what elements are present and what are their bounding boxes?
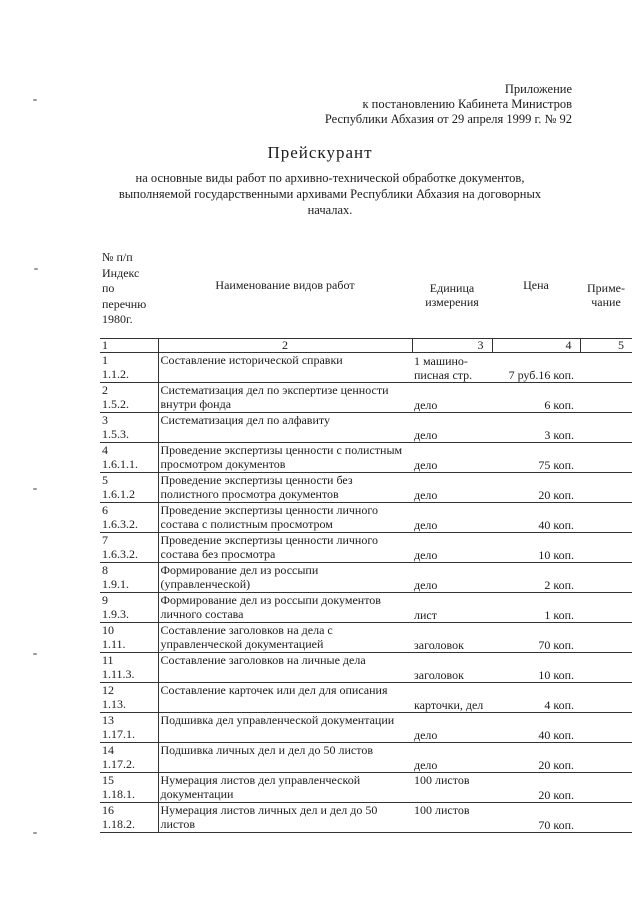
document-title: Прейскурант xyxy=(267,143,373,162)
table-row xyxy=(100,743,632,773)
row-index: 1.1.2. xyxy=(102,367,129,381)
row-number: 10 xyxy=(102,623,114,637)
approval-block xyxy=(325,82,572,127)
row-number-index xyxy=(100,353,158,383)
header-work-name: Наименование видов работ xyxy=(158,250,412,339)
row-price: 20 коп. xyxy=(492,473,580,503)
row-index: 1.6.1.2 xyxy=(102,487,135,501)
header-num-line: 1980г. xyxy=(102,312,133,326)
row-work-name: Систематизация дел по алфавиту xyxy=(158,413,412,443)
row-index: 1.11.3. xyxy=(102,667,135,681)
row-note xyxy=(580,383,632,413)
table-row xyxy=(100,533,632,563)
row-price: 1 коп. xyxy=(492,593,580,623)
column-number: 4 xyxy=(492,339,580,353)
row-note xyxy=(580,683,632,713)
header-unit xyxy=(412,250,492,339)
row-work-name: Подшивка личных дел и дел до 50 листов xyxy=(158,743,412,773)
row-number: 15 xyxy=(102,773,114,787)
row-number: 14 xyxy=(102,743,114,757)
header-unit-line: измерения xyxy=(425,295,479,309)
column-number: 2 xyxy=(158,339,412,353)
row-price: 20 коп. xyxy=(492,773,580,803)
header-num-line: по xyxy=(102,281,115,295)
row-number: 11 xyxy=(102,653,114,667)
row-note xyxy=(580,803,632,833)
row-number: 3 xyxy=(102,413,108,427)
row-unit: лист xyxy=(412,593,492,623)
header-price: Цена xyxy=(492,250,580,339)
row-number-index xyxy=(100,413,158,443)
row-index: 1.6.1.1. xyxy=(102,457,138,471)
price-table-body xyxy=(100,250,632,833)
row-unit: дело xyxy=(412,743,492,773)
table-row xyxy=(100,713,632,743)
scan-speck xyxy=(34,268,38,270)
row-index: 1.17.1. xyxy=(102,727,135,741)
row-price: 2 коп. xyxy=(492,563,580,593)
header-note-line: чание xyxy=(591,295,621,309)
header-note-line: Приме- xyxy=(586,281,625,295)
header-note xyxy=(580,250,632,339)
header-num-line: № п/п xyxy=(102,250,133,264)
row-price: 7 руб.16 коп. xyxy=(492,353,580,383)
row-work-name: Систематизация дел по экспертизе ценности внутри фонда xyxy=(158,383,412,413)
row-note xyxy=(580,503,632,533)
column-number: 1 xyxy=(100,339,158,353)
row-note xyxy=(580,653,632,683)
row-index: 1.11. xyxy=(102,637,126,651)
row-price: 70 коп. xyxy=(492,623,580,653)
row-unit: заголовок xyxy=(412,653,492,683)
row-unit: дело xyxy=(412,563,492,593)
header-num-line: перечню xyxy=(102,296,147,311)
row-note xyxy=(580,743,632,773)
row-price: 6 коп. xyxy=(492,383,580,413)
row-price: 10 коп. xyxy=(492,533,580,563)
table-row xyxy=(100,773,632,803)
row-unit: заголовок xyxy=(412,623,492,653)
row-work-name: Проведение экспертизы ценности с полистным просмотром документов xyxy=(158,443,412,473)
row-number-index xyxy=(100,563,158,593)
column-number: 3 xyxy=(412,339,492,353)
row-price: 4 коп. xyxy=(492,683,580,713)
table-row xyxy=(100,623,632,653)
row-number-index xyxy=(100,533,158,563)
row-unit: 100 листов xyxy=(412,773,492,803)
row-number-index xyxy=(100,803,158,833)
table-row xyxy=(100,683,632,713)
row-note xyxy=(580,533,632,563)
scan-speck xyxy=(33,99,37,101)
table-row xyxy=(100,383,632,413)
row-note xyxy=(580,473,632,503)
row-note xyxy=(580,623,632,653)
header-num-line: Индекс xyxy=(102,265,140,280)
row-price: 40 коп. xyxy=(492,503,580,533)
row-note xyxy=(580,443,632,473)
row-number-index xyxy=(100,773,158,803)
row-note xyxy=(580,413,632,443)
row-work-name: Составление заголовков на личные дела xyxy=(158,653,412,683)
row-price: 20 коп. xyxy=(492,743,580,773)
table-row xyxy=(100,443,632,473)
row-number-index xyxy=(100,653,158,683)
row-number: 4 xyxy=(102,443,108,457)
row-number-index xyxy=(100,683,158,713)
approval-line-1: Приложение xyxy=(504,82,572,96)
row-note xyxy=(580,563,632,593)
row-work-name: Формирование дел из россыпи документов личного состава xyxy=(158,593,412,623)
column-number: 5 xyxy=(580,339,632,353)
row-unit: 100 листов xyxy=(412,803,492,833)
row-number: 6 xyxy=(102,503,108,517)
row-unit: дело xyxy=(412,503,492,533)
row-index: 1.18.2. xyxy=(102,817,135,831)
row-number-index xyxy=(100,713,158,743)
row-index: 1.6.3.2. xyxy=(102,547,138,561)
row-index: 1.6.3.2. xyxy=(102,517,138,531)
row-work-name: Составление заголовков на дела с управленческой документацией xyxy=(158,623,412,653)
row-number-index xyxy=(100,743,158,773)
column-number-row xyxy=(100,339,632,353)
row-note xyxy=(580,593,632,623)
row-number-index xyxy=(100,593,158,623)
row-index: 1.13. xyxy=(102,697,126,711)
row-price: 70 коп. xyxy=(492,803,580,833)
row-note xyxy=(580,713,632,743)
row-index: 1.9.3. xyxy=(102,607,129,621)
row-work-name: Подшивка дел управленческой документации xyxy=(158,713,412,743)
table-row xyxy=(100,653,632,683)
row-index: 1.5.2. xyxy=(102,397,129,411)
row-number-index xyxy=(100,443,158,473)
table-row xyxy=(100,473,632,503)
table-row xyxy=(100,413,632,443)
table-row xyxy=(100,503,632,533)
row-number: 9 xyxy=(102,593,108,607)
table-row xyxy=(100,593,632,623)
row-work-name: Нумерация листов дел управленческой документации xyxy=(158,773,412,803)
row-work-name: Составление карточек или дел для описания xyxy=(158,683,412,713)
row-number: 13 xyxy=(102,713,114,727)
row-work-name: Нумерация листов личных дел и дел до 50 листов xyxy=(158,803,412,833)
table-row xyxy=(100,353,632,383)
row-unit: карточки, дел xyxy=(412,683,492,713)
row-number-index xyxy=(100,383,158,413)
row-price: 40 коп. xyxy=(492,713,580,743)
table-row xyxy=(100,803,632,833)
scan-speck xyxy=(33,653,37,655)
row-price: 10 коп. xyxy=(492,653,580,683)
row-number: 5 xyxy=(102,473,108,487)
row-number-index xyxy=(100,623,158,653)
approval-line-2: к постановлению Кабинета Министров xyxy=(362,97,572,111)
row-index: 1.18.1. xyxy=(102,787,135,801)
row-number: 8 xyxy=(102,563,108,577)
row-number: 2 xyxy=(102,383,108,397)
row-work-name: Проведение экспертизы ценности личного состава с полистным просмотром xyxy=(158,503,412,533)
header-unit-line: Единица xyxy=(429,281,475,295)
row-number: 16 xyxy=(102,803,114,817)
row-number: 12 xyxy=(102,683,114,697)
header-row xyxy=(100,250,632,339)
approval-line-3: Республики Абхазия от 29 апреля 1999 г. № 92 xyxy=(324,112,572,126)
row-number: 7 xyxy=(102,533,108,547)
row-index: 1.17.2. xyxy=(102,757,135,771)
scan-speck xyxy=(33,488,37,490)
row-unit: дело xyxy=(412,473,492,503)
price-table xyxy=(100,250,632,833)
row-number: 1 xyxy=(102,353,108,367)
document-subtitle: на основные виды работ по архивно-технической обработке документов, выполняемой государственными архивами Республики Абхазия на договорных началах. xyxy=(118,171,542,217)
row-index: 1.5.3. xyxy=(102,427,129,441)
row-number-index xyxy=(100,473,158,503)
row-work-name: Проведение экспертизы ценности без полистного просмотра документов xyxy=(158,473,412,503)
row-unit: дело xyxy=(412,533,492,563)
row-note xyxy=(580,353,632,383)
row-unit: дело xyxy=(412,383,492,413)
table-row xyxy=(100,563,632,593)
row-unit: дело xyxy=(412,713,492,743)
header-number-index xyxy=(100,250,158,339)
row-work-name: Проведение экспертизы ценности личного состава без просмотра xyxy=(158,533,412,563)
row-index: 1.9.1. xyxy=(102,577,129,591)
row-work-name: Составление исторической справки xyxy=(158,353,412,383)
row-note xyxy=(580,773,632,803)
row-unit: дело xyxy=(412,443,492,473)
row-price: 75 коп. xyxy=(492,443,580,473)
row-number-index xyxy=(100,503,158,533)
row-work-name: Формирование дел из россыпи (управленческой) xyxy=(158,563,412,593)
row-unit: 1 машино-писная стр. xyxy=(412,353,492,383)
row-price: 3 коп. xyxy=(492,413,580,443)
row-unit: дело xyxy=(412,413,492,443)
scan-speck xyxy=(33,832,37,834)
